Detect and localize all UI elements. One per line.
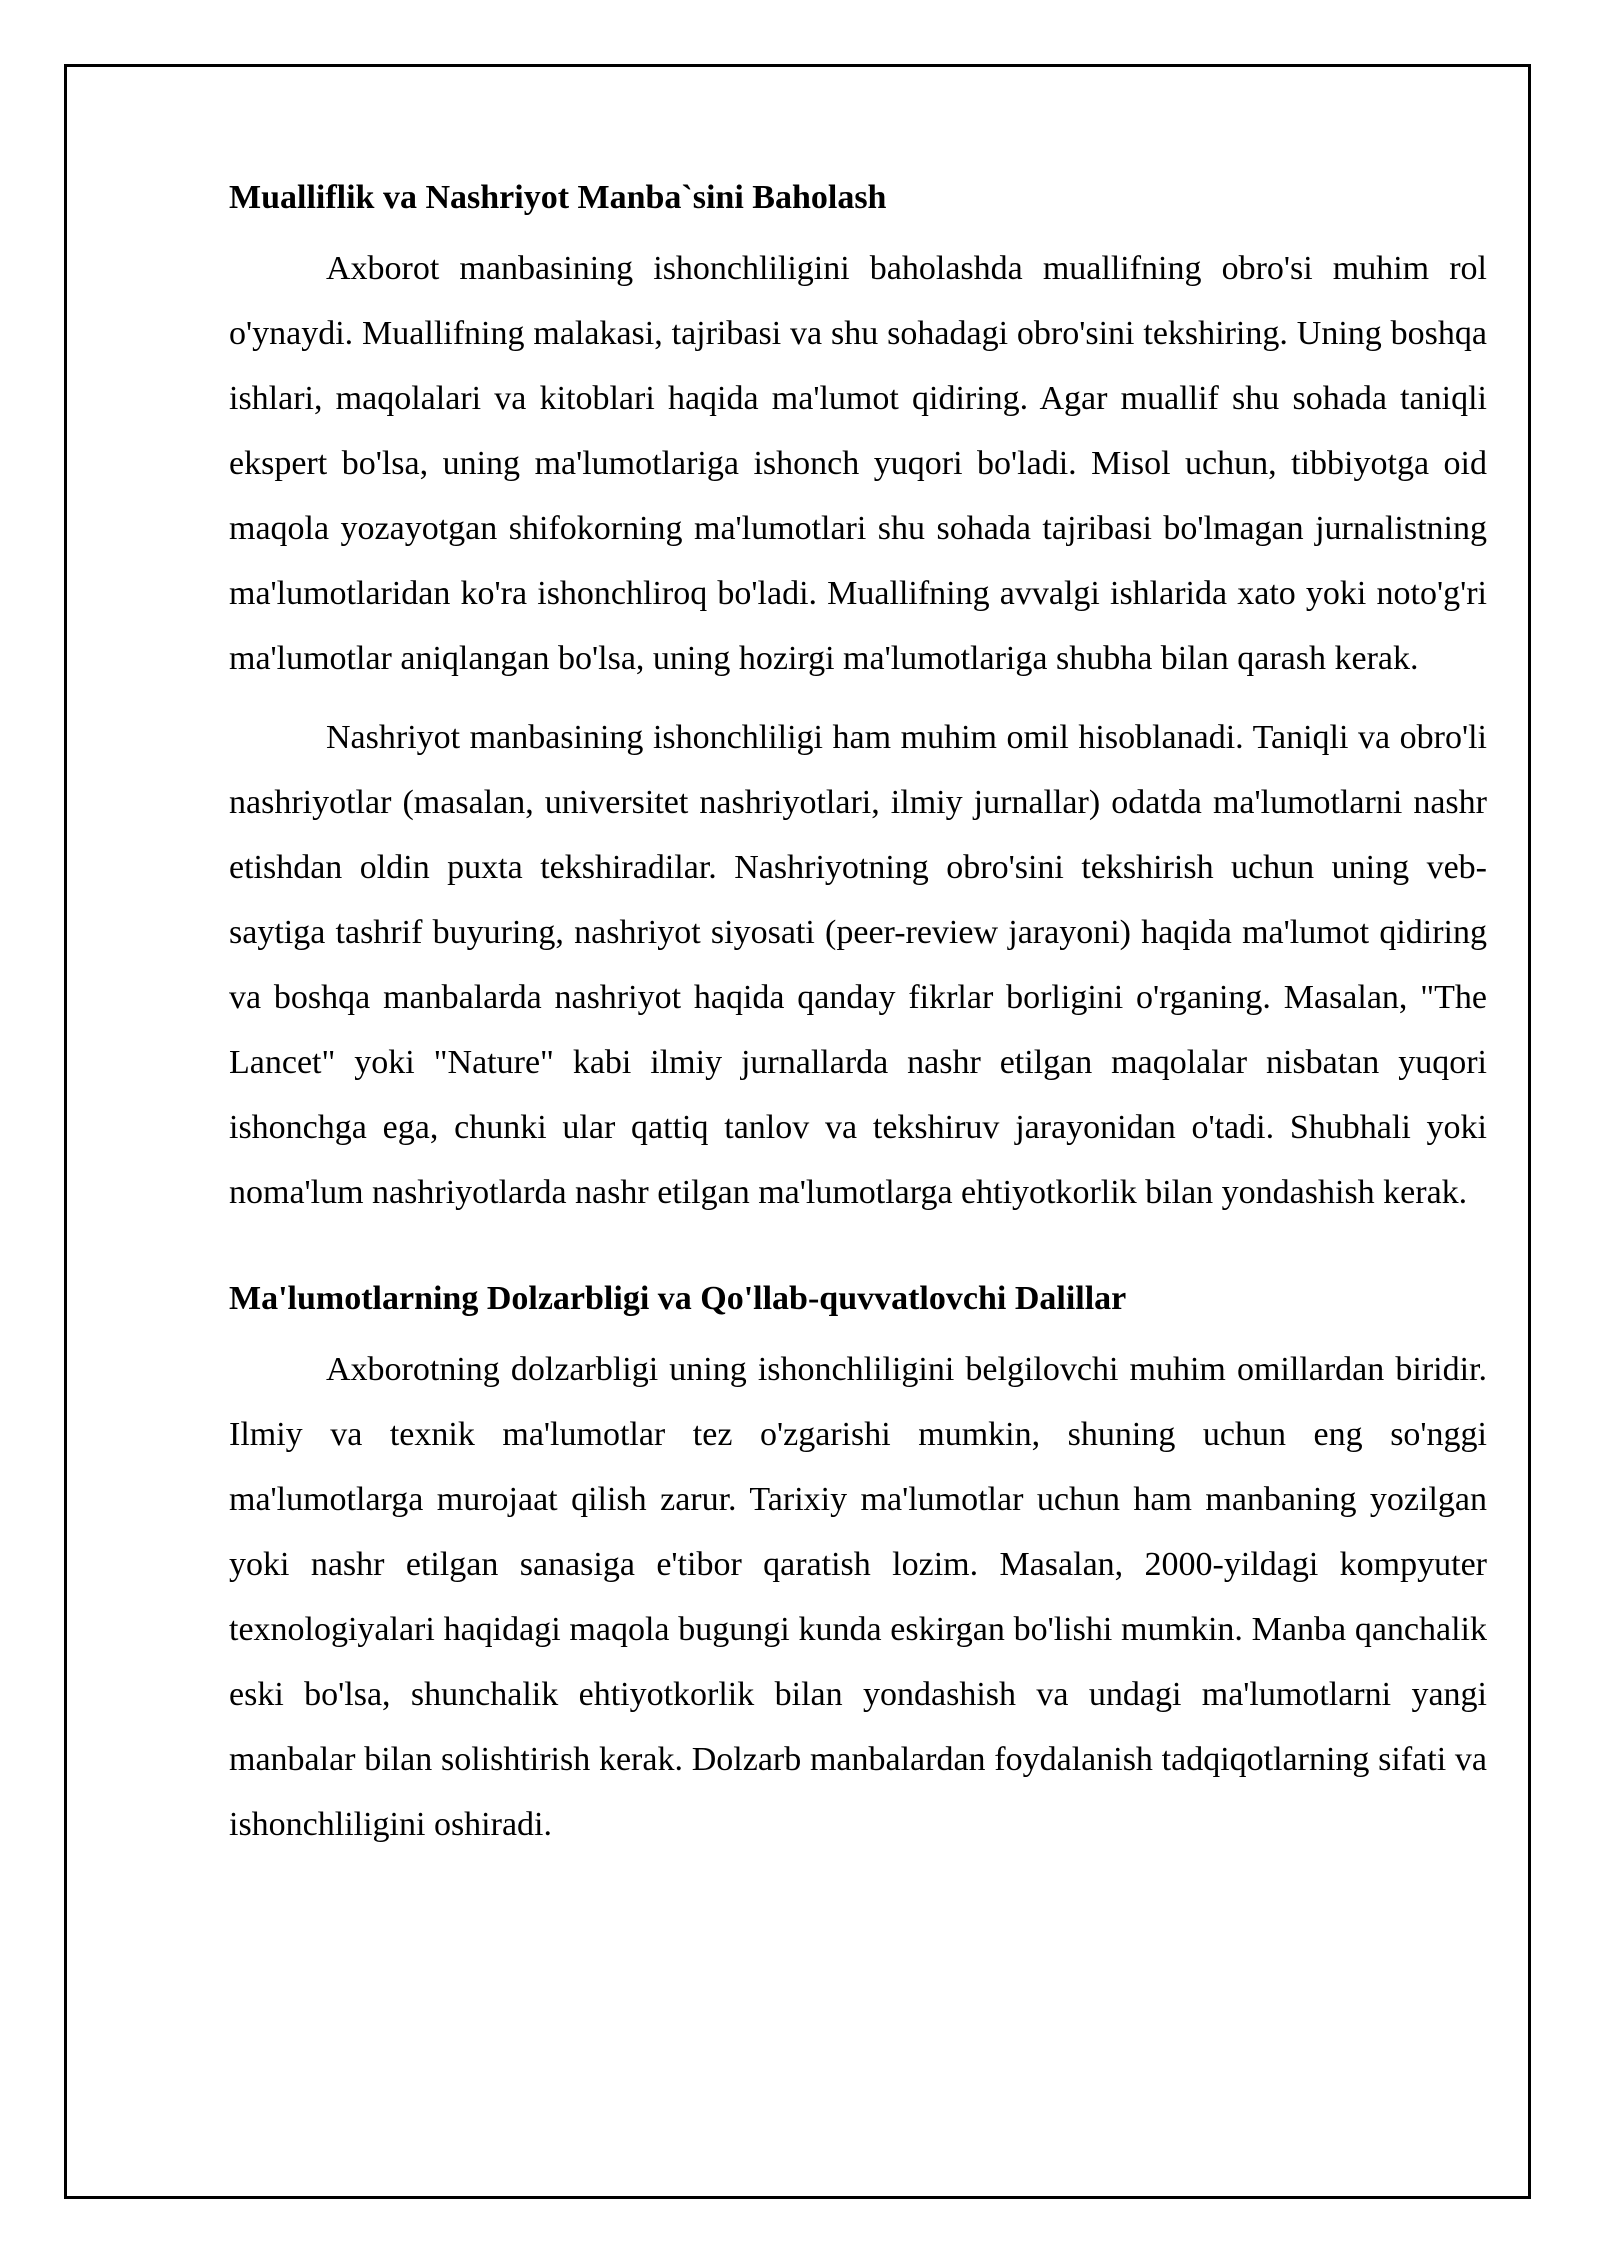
section-heading-authorship: Mualliflik va Nashriyot Manba`sini Baholash	[229, 179, 887, 216]
document-body	[229, 168, 1487, 1871]
paragraph-publisher-reliability: Nashriyot manbasining ishonchliligi ham muhim omil hisoblanadi. Taniqli va obro'li nashriyotlar (masalan, universitet nashriyotlari, ilmiy jurnallar) odatda ma'lumotlarni nashr etishdan oldin puxta tekshiradilar. Nashriyotning obro'sini tekshirish uchun uning veb-saytiga tashrif buyuring, nashriyot siyosati (peer-review jarayoni) haqida ma'lumot qidiring va boshqa manbalarda nashriyot haqida qanday fikrlar borligini o'rganing. Masalan, "The Lancet" yoki "Nature" kabi ilmiy jurnallarda nashr etilgan maqolalar nisbatan yuqori ishonchga ega, chunki ular qattiq tanlov va tekshiruv jarayonidan o'tadi. Shubhali yoki noma'lum nashriyotlarda nashr etilgan ma'lumotlarga ehtiyotkorlik bilan yondashish kerak.	[229, 719, 1487, 1211]
paragraph-information-currency: Axborotning dolzarbligi uning ishonchliligini belgilovchi muhim omillardan biridir. Ilmiy va texnik ma'lumotlar tez o'zgarishi mumkin, shuning uchun eng so'nggi ma'lumotlarga murojaat qilish zarur. Tarixiy ma'lumotlar uchun ham manbaning yozilgan yoki nashr etilgan sanasiga e'tibor qaratish lozim. Masalan, 2000-yildagi kompyuter texnologiyalari haqidagi maqola bugungi kunda eskirgan bo'lishi mumkin. Manba qanchalik eski bo'lsa, shunchalik ehtiyotkorlik bilan yondashish va undagi ma'lumotlarni yangi manbalar bilan solishtirish kerak. Dolzarb manbalardan foydalanish tadqiqotlarning sifati va ishonchliligini oshiradi.	[229, 1351, 1487, 1843]
section-heading-relevance: Ma'lumotlarning Dolzarbligi va Qo'llab-quvvatlovchi Dalillar	[229, 1280, 1127, 1317]
paragraph-author-reputation: Axborot manbasining ishonchliligini baholashda muallifning obro'si muhim rol o'ynaydi. Muallifning malakasi, tajribasi va shu sohadagi obro'sini tekshiring. Uning boshqa ishlari, maqolalari va kitoblari haqida ma'lumot qidiring. Agar muallif shu sohada taniqli ekspert bo'lsa, uning ma'lumotlariga ishonch yuqori bo'ladi. Misol uchun, tibbiyotga oid maqola yozayotgan shifokorning ma'lumotlari shu sohada tajribasi bo'lmagan jurnalistning ma'lumotlaridan ko'ra ishonchliroq bo'ladi. Muallifning avvalgi ishlarida xato yoki noto'g'ri ma'lumotlar aniqlangan bo'lsa, uning hozirgi ma'lumotlariga shubha bilan qarash kerak.	[229, 250, 1487, 677]
